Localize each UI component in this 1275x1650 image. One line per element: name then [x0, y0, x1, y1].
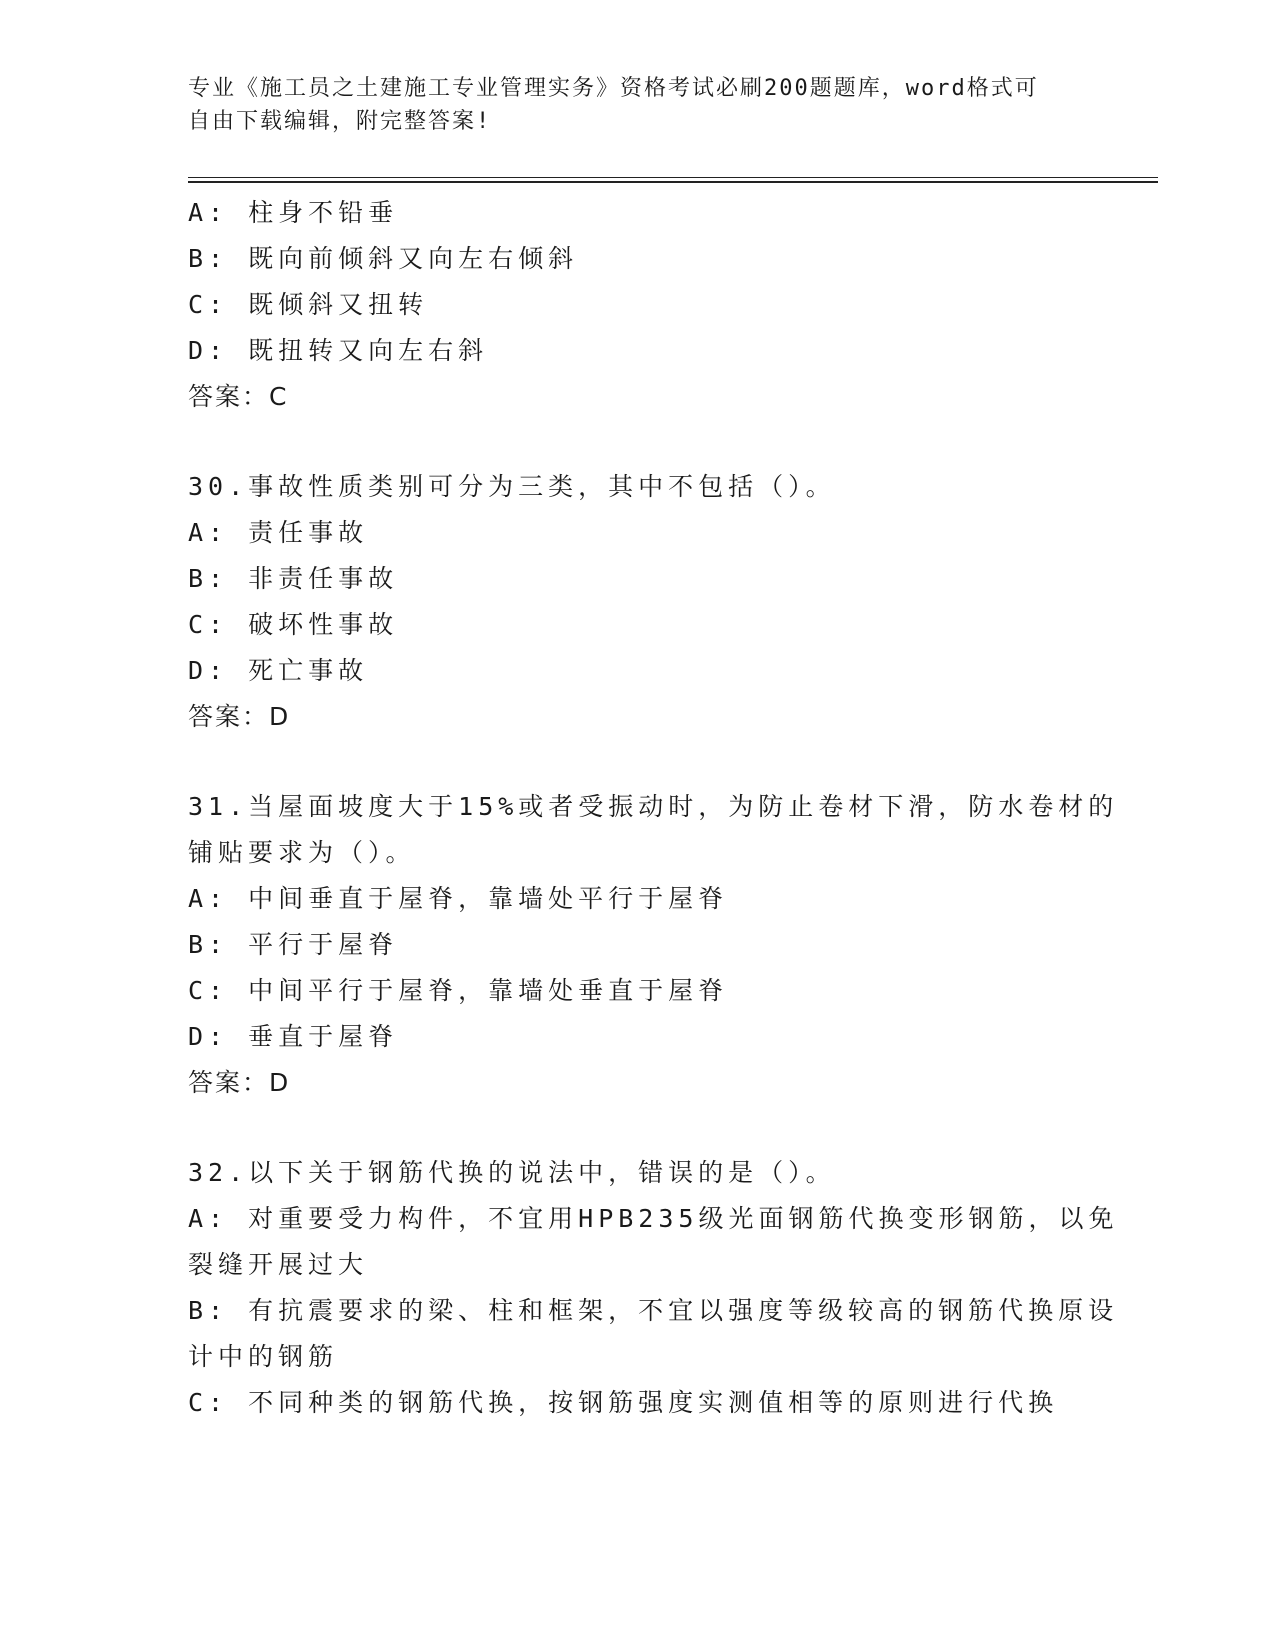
question-stem-line-1: 31.当屋面坡度大于15%或者受振动时，为防止卷材下滑，防水卷材的 — [188, 792, 1119, 821]
option-a-line-2: 裂缝开展过大 — [188, 1250, 369, 1279]
option-a: A: 责任事故 — [188, 518, 369, 547]
spacer — [188, 1106, 1088, 1150]
option-d: D: 死亡事故 — [188, 656, 369, 685]
spacer — [188, 740, 1088, 784]
answer-line: 答案：D — [188, 1068, 291, 1097]
option-c: C: 既倾斜又扭转 — [188, 290, 429, 319]
question-block-31 — [188, 784, 1119, 1106]
header-title-line-2: 自由下载编辑，附完整答案! — [188, 109, 492, 134]
spacer — [188, 420, 1088, 464]
answer-line: 答案：C — [188, 382, 289, 411]
question-block-30 — [188, 464, 1088, 740]
option-a-line-1: A: 对重要受力构件，不宜用HPB235级光面钢筋代换变形钢筋，以免 — [188, 1204, 1119, 1233]
header-divider-thick — [188, 181, 1158, 183]
question-block-previous — [188, 190, 1088, 420]
option-a: A: 柱身不铅垂 — [188, 198, 399, 227]
option-b-line-1: B: 有抗震要求的梁、柱和框架，不宜以强度等级较高的钢筋代换原设 — [188, 1296, 1119, 1325]
header-title-line-1: 专业《施工员之土建施工专业管理实务》资格考试必刷200题题库，word格式可 — [188, 76, 1039, 101]
header-divider-thin — [188, 177, 1158, 178]
option-d: D: 既扭转又向左右斜 — [188, 336, 489, 365]
option-a: A: 中间垂直于屋脊，靠墙处平行于屋脊 — [188, 884, 729, 913]
option-b: B: 既向前倾斜又向左右倾斜 — [188, 244, 579, 273]
question-list — [188, 190, 1119, 1426]
option-c: C: 不同种类的钢筋代换，按钢筋强度实测值相等的原则进行代换 — [188, 1388, 1059, 1417]
option-b: B: 非责任事故 — [188, 564, 399, 593]
question-stem: 30.事故性质类别可分为三类，其中不包括（）。 — [188, 472, 836, 501]
option-c: C: 中间平行于屋脊，靠墙处垂直于屋脊 — [188, 976, 729, 1005]
question-stem-line-2: 铺贴要求为（）。 — [188, 838, 416, 867]
option-b-line-2: 计中的钢筋 — [188, 1342, 339, 1371]
document-header — [188, 72, 1068, 138]
option-c: C: 破坏性事故 — [188, 610, 399, 639]
option-b: B: 平行于屋脊 — [188, 930, 399, 959]
question-block-32 — [188, 1150, 1119, 1426]
answer-line: 答案：D — [188, 702, 291, 731]
option-d: D: 垂直于屋脊 — [188, 1022, 399, 1051]
question-stem: 32.以下关于钢筋代换的说法中，错误的是（）。 — [188, 1158, 836, 1187]
